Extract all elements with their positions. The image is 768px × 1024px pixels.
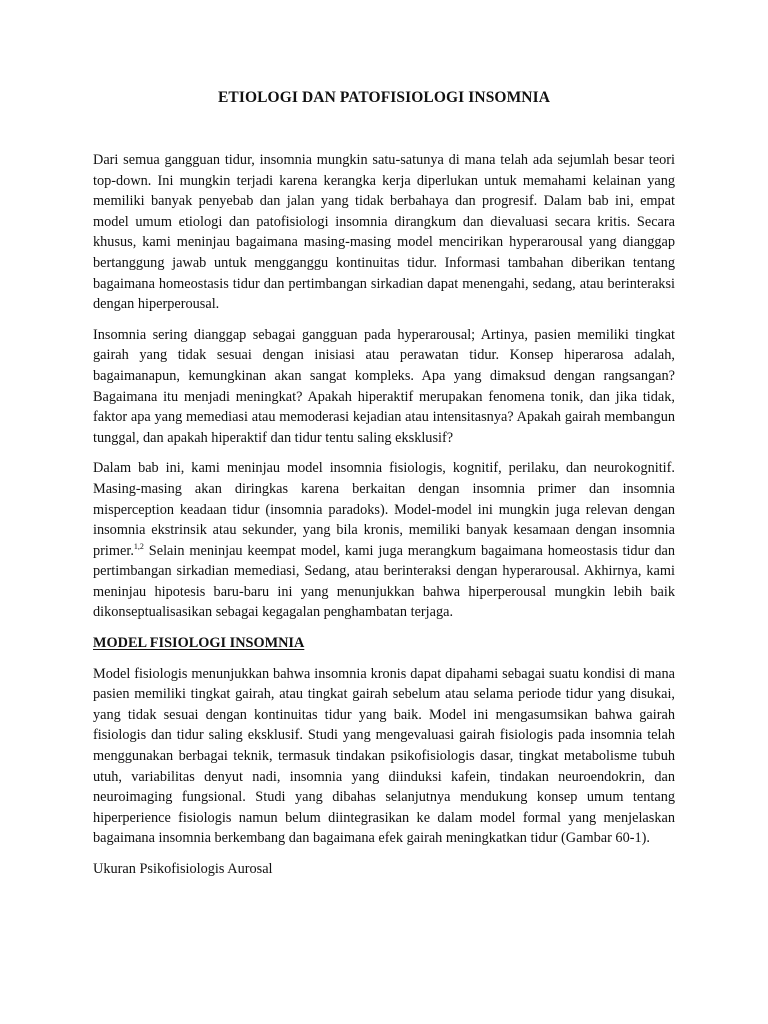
paragraph-intro: Dari semua gangguan tidur, insomnia mungkin satu-satunya di mana telah ada sejumlah besar teori top-down. Ini mungkin terjadi karena kerangka kerja diperlukan untuk memahami kelainan yang memiliki banyak penyebab dan jalan yang tidak berbahaya dan progresif. Dalam bab ini, empat model umum etiologi dan patofisiologi insomnia dirangkum dan dievaluasi secara kritis. Secara khusus, kami meninjau bagaimana masing-masing model mencirikan hyperarousal yang dianggap bertanggung jawab untuk mengganggu kontinuitas tidur. Informasi tambahan diberikan tentang bagaimana homeostasis tidur dan pertimbangan sirkadian dapat menengahi, sedang, atau berinteraksi dengan hiperperousal. — [93, 152, 675, 313]
paragraph-hyperarousal: Insomnia sering dianggap sebagai gangguan pada hyperarousal; Artinya, pasien memiliki tingkat gairah yang tidak sesuai dengan inisiasi atau perawatan tidur. Konsep hiperarosa adalah, bagaimanapun, kemungkinan akan sangat kompleks. Apa yang dimaksud dengan rangsangan? Bagaimana itu menjadi meningkat? Apakah hiperaktif merupakan fenomena tonik, dan jika tidak, faktor apa yang memediasi atau memoderasi kejadian atau intensitasnya? Apakah gairah membangun tunggal, dan apakah hiperaktif dan tidur tentu saling eksklusif? — [93, 326, 675, 446]
document-body — [93, 150, 675, 880]
paragraph-models-text-1: Dalam bab ini, kami meninjau model insomnia fisiologis, kognitif, perilaku, dan neurokognitif. Masing-masing akan diringkas karena berkaitan dengan insomnia primer dan insomnia misperception keadaan tidur (insomnia paradoks). Model-model ini mungkin juga relevan dengan insomnia ekstrinsik atau sekunder, yang bila kronis, memiliki banyak kesamaan dengan insomnia primer. — [93, 460, 675, 559]
section-heading: MODEL FISIOLOGI INSOMNIA — [93, 635, 305, 652]
paragraph-models-text-2: Selain meninjau keempat model, kami juga merangkum bagaimana homeostasis tidur dan pertimbangan sirkadian memediasi, Sedang, atau berinteraksi dengan hyperarousal. Akhirnya, kami meninjau hipotesis baru-baru ini yang menunjukkan bahwa hiperperousal mungkin lebih baik dikonseptualisasikan sebagai kegagalan penghambatan terjaga. — [93, 542, 675, 621]
subheading: Ukuran Psikofisiologis Aurosal — [93, 861, 273, 877]
paragraph-models-overview — [93, 458, 675, 623]
citation-superscript: 1,2 — [133, 541, 144, 551]
document-title: ETIOLOGI DAN PATOFISIOLOGI INSOMNIA — [217, 89, 551, 106]
paragraph-physiological-model: Model fisiologis menunjukkan bahwa insomnia kronis dapat dipahami sebagai suatu kondisi di mana pasien memiliki tingkat gairah, atau tingkat gairah sebelum atau selama periode tidur yang disukai, yang tidak sesuai dengan kontinuitas tidur yang baik. Model ini mengasumsikan bahwa gairah fisiologis dan tidur saling eksklusif. Studi yang mengevaluasi gairah fisiologis pada insomnia telah menggunakan berbagai teknik, termasuk tindakan psikofisiologis dasar, tingkat metabolisme tubuh utuh, variabilitas denyut nadi, insomnia yang diinduksi kafein, tindakan neuroendokrin, dan neuroimaging fungsional. Studi yang dibahas selanjutnya mendukung konsep umum tentang hiperperience fisiologis namun belum diintegrasikan ke dalam model formal yang menjelaskan bagaimana insomnia berkembang dan bagaimana efek gairah meningkatkan tidur (Gambar 60-1). — [93, 665, 675, 847]
